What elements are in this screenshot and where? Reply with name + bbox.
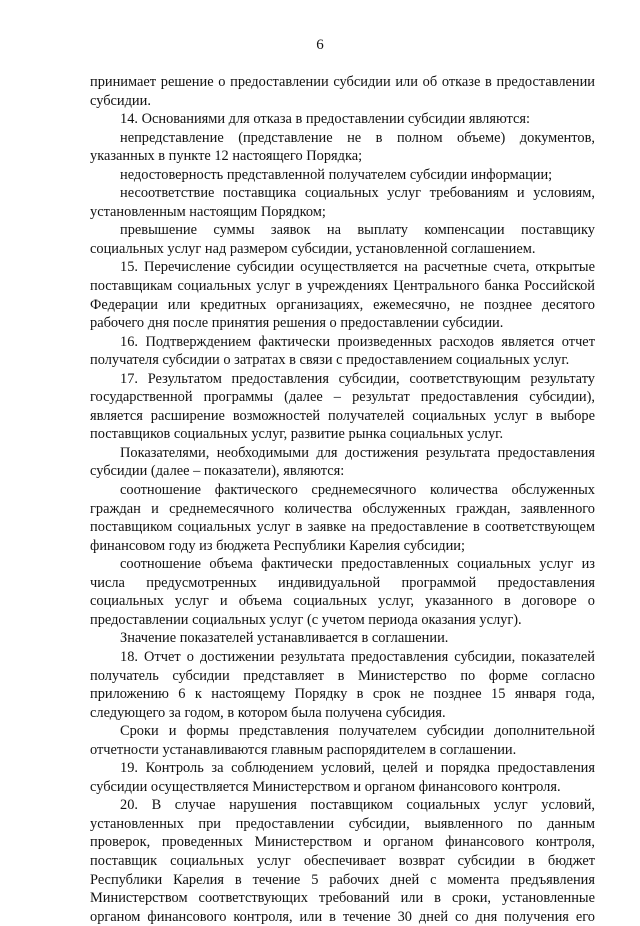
text-line: рабочего дня после принятия решения о предоставлении субсидии.	[90, 315, 504, 332]
page-number: 6	[316, 37, 324, 53]
text-line: Республики Карелия в течение 5 рабочих дней с момента предъявления	[90, 871, 595, 888]
text-line: субсидии.	[90, 92, 151, 109]
text-line: поставщиков социальных услуг, развитие рынка социальных услуг.	[90, 426, 504, 443]
text-line: принимает решение о предоставлении субсидии или об отказе в предоставлении	[90, 74, 595, 90]
text-line: 14. Основаниями для отказа в предоставлении субсидии являются:	[120, 111, 530, 128]
text-line: 17. Результатом предоставления субсидии, соответствующим результату	[120, 370, 595, 387]
text-line: субсидии осуществляется Министерством и органом финансового контроля.	[90, 778, 561, 795]
text-line: социальных услуг над размером субсидии, установленной соглашением.	[90, 240, 536, 257]
text-line: 18. Отчет о достижении результата предоставления субсидии, показателей	[120, 648, 595, 665]
text-line: поставщикам социальных услуг в учреждениях Центрального банка Российской	[90, 278, 595, 295]
text-line: проверок, проведенных Министерством и органом финансового контроля,	[90, 834, 595, 851]
text-line: финансовом году из бюджета Республики Карелия субсидии;	[90, 537, 465, 554]
text-line: 15. Перечисление субсидии осуществляется на расчетные счета, открытые	[120, 259, 595, 276]
text-line: установленным настоящим Порядком;	[90, 203, 326, 220]
document-body	[90, 73, 595, 926]
text-line: превышение суммы заявок на выплату компенсации поставщику	[120, 222, 595, 239]
text-line: числа предусмотренных индивидуальной программой предоставления	[90, 574, 595, 591]
text-line: получателя субсидии о затратах в связи с предоставлением социальных услуг.	[90, 352, 570, 369]
text-line: социальных услуг и объема социальных услуг, указанного в договоре о	[90, 593, 595, 610]
text-line: 20. В случае нарушения поставщиком социальных услуг условий,	[120, 797, 595, 814]
text-line: 16. Подтверждением фактически произведенных расходов является отчет	[120, 333, 595, 350]
text-line: Федерации или кредитных организациях, ежемесячно, не позднее десятого	[90, 296, 595, 313]
text-line: установленных при предоставлении субсидии, выявленного по данным	[90, 815, 595, 832]
text-line: 19. Контроль за соблюдением условий, целей и порядка предоставления	[120, 760, 595, 777]
text-line: следующего за годом, в котором была получена субсидия.	[90, 704, 446, 721]
text-line: непредставление (представление не в полном объеме) документов,	[120, 129, 595, 146]
text-line: Сроки и формы представления получателем субсидии дополнительной	[120, 723, 595, 740]
text-line: поставщиком социальных услуг в заявке на предоставление в соответствующем	[90, 519, 595, 536]
text-line: отчетности устанавливаются главным распорядителем в соглашении.	[90, 741, 517, 758]
text-line: поставщик социальных услуг обеспечивает возврат субсидии в бюджет	[90, 852, 595, 869]
text-line: государственной программы (далее – результат предоставления субсидии),	[90, 389, 595, 406]
text-line: несоответствие поставщика социальных услуг требованиям и условиям,	[120, 185, 595, 202]
text-line: соотношение фактического среднемесячного количества обслуженных	[120, 482, 595, 499]
text-line: Показателями, необходимыми для достижения результата предоставления	[120, 444, 595, 461]
text-line: субсидии (далее – показатели), являются:	[90, 463, 345, 480]
text-line: Значение показателей устанавливается в соглашении.	[120, 630, 449, 647]
text-line: граждан и среднемесячного количества обслуженных граждан, заявленного	[90, 500, 595, 517]
text-line: приложению 6 к настоящему Порядку в срок не позднее 15 января года,	[90, 686, 595, 703]
text-line: является расширение возможностей получателей социальных услуг в выборе	[90, 407, 595, 424]
text-line: получатель субсидии представляет в Министерство по форме согласно	[90, 667, 595, 684]
text-line: Министерством соответствующих требований или в сроки, установленные	[90, 890, 595, 907]
text-line: органом финансового контроля, или в течение 30 дней со дня получения его	[90, 908, 595, 925]
text-line: предоставлении социальных услуг (с учетом периода оказания услуг).	[90, 611, 522, 628]
text-line: недостоверность представленной получателем субсидии информации;	[120, 166, 553, 183]
text-line: соотношение объема фактически предоставленных социальных услуг из	[120, 556, 595, 573]
text-line: указанных в пункте 12 настоящего Порядка;	[90, 148, 363, 165]
